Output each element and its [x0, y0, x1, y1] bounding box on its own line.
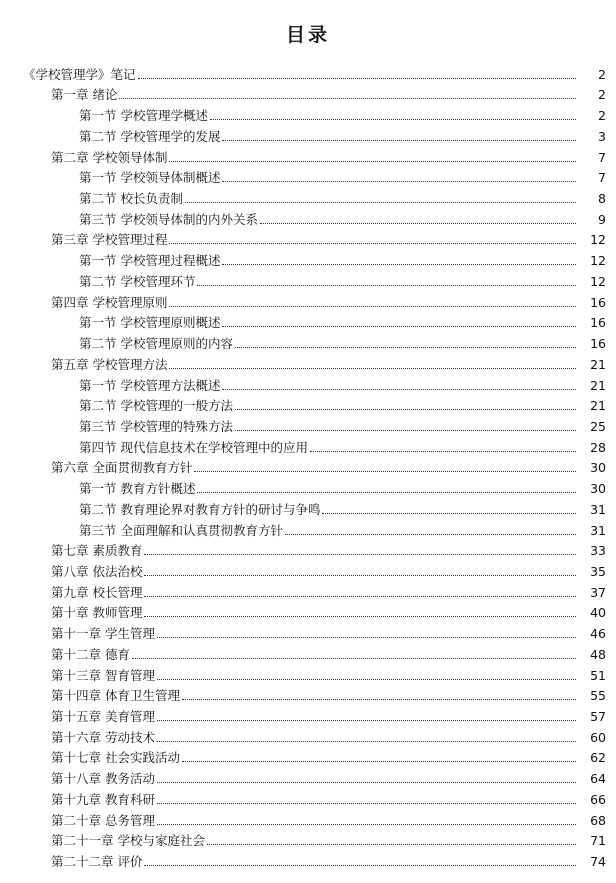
toc-entry-label: 第四节 现代信息技术在学校管理中的应用: [79, 439, 308, 455]
toc-entry[interactable]: [0, 828, 616, 849]
toc-entry-label: 第六章 全面贯彻教育方针: [51, 460, 193, 476]
toc-entry-label: 第一节 教育方针概述: [79, 481, 196, 497]
toc-entry[interactable]: [0, 206, 616, 227]
toc-entry-label: 第一章 绪论: [51, 87, 118, 103]
toc-entry[interactable]: [0, 351, 616, 372]
dot-leader: [169, 368, 576, 369]
toc-entry[interactable]: [0, 413, 616, 434]
toc-entry-page-number: 35: [590, 563, 606, 579]
toc-entry-page-number: 68: [590, 812, 606, 828]
dot-leader: [222, 326, 576, 327]
dot-leader: [285, 534, 576, 535]
toc-entry[interactable]: [0, 620, 616, 641]
dot-leader: [132, 658, 576, 659]
toc-entry-label: 第九章 校长管理: [51, 584, 143, 600]
dot-leader: [210, 119, 576, 120]
toc-entry-page-number: 57: [590, 709, 606, 724]
dot-leader: [157, 720, 576, 721]
toc-entry-page-number: 31: [590, 522, 606, 538]
dot-leader: [138, 78, 576, 79]
toc-entry[interactable]: [0, 434, 616, 455]
toc-entry-page-number: 25: [590, 418, 606, 434]
toc-entry[interactable]: [0, 227, 616, 248]
dot-leader: [197, 285, 576, 286]
toc-entry-label: 第一节 学校管理过程概述: [79, 253, 221, 269]
dot-leader: [235, 347, 576, 348]
dot-leader: [157, 679, 576, 680]
toc-entry-label: 第二节 学校管理原则的内容: [79, 336, 233, 352]
toc-entry[interactable]: [0, 123, 616, 144]
toc-entry-label: 第十三章 智育管理: [51, 667, 155, 683]
toc-entry[interactable]: [0, 600, 616, 621]
toc-entry-label: 第十五章 美育管理: [51, 709, 155, 724]
toc-entry-page-number: 12: [590, 273, 606, 289]
toc-entry-page-number: 40: [590, 605, 606, 621]
toc-entry-label: 第四章 学校管理原则: [51, 294, 168, 310]
toc-entry-page-number: 3: [598, 128, 606, 144]
dot-leader: [235, 430, 576, 431]
toc-entry-label: 第二十一章 学校与家庭社会: [51, 833, 205, 849]
toc-entry[interactable]: [0, 848, 616, 869]
toc-entry-page-number: 12: [590, 253, 606, 269]
toc-entry-page-number: 16: [590, 294, 606, 310]
toc-entry-label: 第二章 学校领导体制: [51, 149, 168, 165]
toc-entry[interactable]: [0, 289, 616, 310]
dot-leader: [222, 389, 576, 390]
toc-entry-page-number: 8: [598, 191, 606, 207]
toc-entry-label: 第一节 学校领导体制概述: [79, 170, 221, 186]
toc-entry-label: 第二节 学校管理环节: [79, 273, 196, 289]
toc-entry[interactable]: [0, 745, 616, 766]
toc-entry-label: 第二节 教育理论界对教育方针的研讨与争鸣: [79, 501, 321, 517]
toc-entry[interactable]: [0, 786, 616, 807]
toc-entry-page-number: 7: [598, 170, 606, 186]
page-title: 目录: [285, 24, 330, 46]
dot-leader: [197, 492, 576, 493]
dot-leader: [222, 264, 576, 265]
toc-entry-page-number: 55: [590, 688, 606, 704]
toc-entry[interactable]: [0, 538, 616, 559]
dot-leader: [157, 824, 576, 825]
toc-entry-label: 《学校管理学》笔记: [23, 66, 136, 82]
dot-leader: [119, 98, 576, 99]
toc-entry-label: 第三节 学校领导体制的内外关系: [79, 211, 258, 227]
dot-leader: [169, 243, 576, 244]
toc-entry-label: 第三节 全面理解和认真贯彻教育方针: [79, 522, 283, 538]
dot-leader: [144, 596, 576, 597]
toc-entry-label: 第十六章 劳动技术: [51, 729, 155, 745]
dot-leader: [169, 306, 576, 307]
toc-entry-page-number: 60: [590, 729, 606, 745]
dot-leader: [144, 554, 576, 555]
toc-entry[interactable]: [0, 310, 616, 331]
toc-entry-label: 第二十章 总务管理: [51, 812, 155, 828]
dot-leader: [260, 223, 576, 224]
toc-entry-label: 第十二章 德育: [51, 646, 130, 662]
toc-entry-page-number: 21: [590, 377, 606, 393]
toc-entry[interactable]: [0, 144, 616, 165]
toc-entry-page-number: 37: [590, 584, 606, 600]
toc-entry-page-number: 30: [590, 460, 606, 476]
dot-leader: [310, 451, 576, 452]
toc-entry-page-number: 51: [590, 667, 606, 683]
toc-entry-label: 第二节 校长负责制: [79, 191, 183, 207]
toc-entry-label: 第二十二章 评价: [51, 854, 143, 870]
toc-entry[interactable]: [0, 641, 616, 662]
toc-entry-page-number: 30: [590, 481, 606, 497]
dot-leader: [185, 202, 576, 203]
toc-entry[interactable]: [0, 703, 616, 724]
toc-entry-page-number: 62: [590, 750, 606, 766]
toc-entry[interactable]: [0, 165, 616, 186]
toc-entry[interactable]: [0, 496, 616, 517]
dot-leader: [157, 782, 576, 783]
toc-entry-page-number: 7: [598, 149, 606, 165]
toc-entry-label: 第二节 学校管理的一般方法: [79, 398, 233, 414]
toc-entry[interactable]: [0, 683, 616, 704]
toc-entry-page-number: 66: [590, 791, 606, 807]
toc-entry-label: 第三节 学校管理的特殊方法: [79, 418, 233, 434]
dot-leader: [235, 409, 576, 410]
toc-entry-label: 第十四章 体育卫生管理: [51, 688, 180, 704]
toc-entry[interactable]: [0, 185, 616, 206]
dot-leader: [222, 181, 576, 182]
toc-entry-page-number: 12: [590, 232, 606, 248]
toc-entry-label: 第十一章 学生管理: [51, 626, 155, 642]
toc-entry-page-number: 74: [590, 854, 606, 870]
table-of-contents: [0, 61, 616, 869]
toc-entry-label: 第一节 学校管理原则概述: [79, 315, 221, 331]
toc-entry-page-number: 21: [590, 356, 606, 372]
toc-entry-label: 第八章 依法治校: [51, 563, 143, 579]
toc-entry-label: 第一节 学校管理学概述: [79, 108, 208, 124]
toc-entry-label: 第十七章 社会实践活动: [51, 750, 180, 766]
toc-entry-page-number: 16: [590, 315, 606, 331]
dot-leader: [144, 865, 576, 866]
toc-entry[interactable]: [0, 475, 616, 496]
toc-entry-label: 第五章 学校管理方法: [51, 356, 168, 372]
toc-entry-page-number: 48: [590, 646, 606, 662]
dot-leader: [157, 637, 576, 638]
toc-entry[interactable]: [0, 61, 616, 82]
toc-entry-page-number: 33: [590, 543, 606, 559]
dot-leader: [169, 161, 576, 162]
toc-entry[interactable]: [0, 102, 616, 123]
toc-entry[interactable]: [0, 330, 616, 351]
toc-entry[interactable]: [0, 393, 616, 414]
dot-leader: [144, 575, 576, 576]
toc-entry-label: 第十章 教师管理: [51, 605, 143, 621]
toc-entry-label: 第二节 学校管理学的发展: [79, 128, 221, 144]
toc-entry-label: 第七章 素质教育: [51, 543, 143, 559]
toc-entry-page-number: 2: [598, 108, 606, 124]
dot-leader: [194, 471, 576, 472]
dot-leader: [207, 844, 576, 845]
dot-leader: [222, 140, 576, 141]
dot-leader: [182, 699, 576, 700]
dot-leader: [157, 803, 576, 804]
toc-entry[interactable]: [0, 765, 616, 786]
toc-entry-page-number: 2: [598, 87, 606, 103]
toc-entry[interactable]: [0, 662, 616, 683]
toc-entry-page-number: 2: [598, 66, 606, 82]
dot-leader: [322, 513, 576, 514]
dot-leader: [182, 761, 576, 762]
toc-entry-page-number: 28: [590, 439, 606, 455]
toc-entry[interactable]: [0, 455, 616, 476]
toc-entry-label: 第三章 学校管理过程: [51, 232, 168, 248]
toc-entry-page-number: 64: [590, 771, 606, 787]
toc-entry[interactable]: [0, 579, 616, 600]
toc-entry-page-number: 46: [590, 626, 606, 642]
toc-entry-page-number: 21: [590, 398, 606, 414]
toc-entry-page-number: 16: [590, 336, 606, 352]
toc-entry-page-number: 9: [598, 211, 606, 227]
toc-entry-label: 第十九章 教育科研: [51, 791, 155, 807]
toc-entry-page-number: 31: [590, 501, 606, 517]
toc-entry-label: 第十八章 教务活动: [51, 771, 155, 787]
toc-entry[interactable]: [0, 558, 616, 579]
toc-entry-page-number: 71: [590, 833, 606, 849]
toc-entry[interactable]: [0, 268, 616, 289]
toc-entry[interactable]: [0, 82, 616, 103]
toc-entry[interactable]: [0, 372, 616, 393]
toc-entry[interactable]: [0, 517, 616, 538]
toc-entry-label: 第一节 学校管理方法概述: [79, 377, 221, 393]
dot-leader: [144, 616, 576, 617]
toc-entry[interactable]: [0, 724, 616, 745]
toc-entry[interactable]: [0, 247, 616, 268]
toc-entry[interactable]: [0, 807, 616, 828]
dot-leader: [157, 741, 576, 742]
